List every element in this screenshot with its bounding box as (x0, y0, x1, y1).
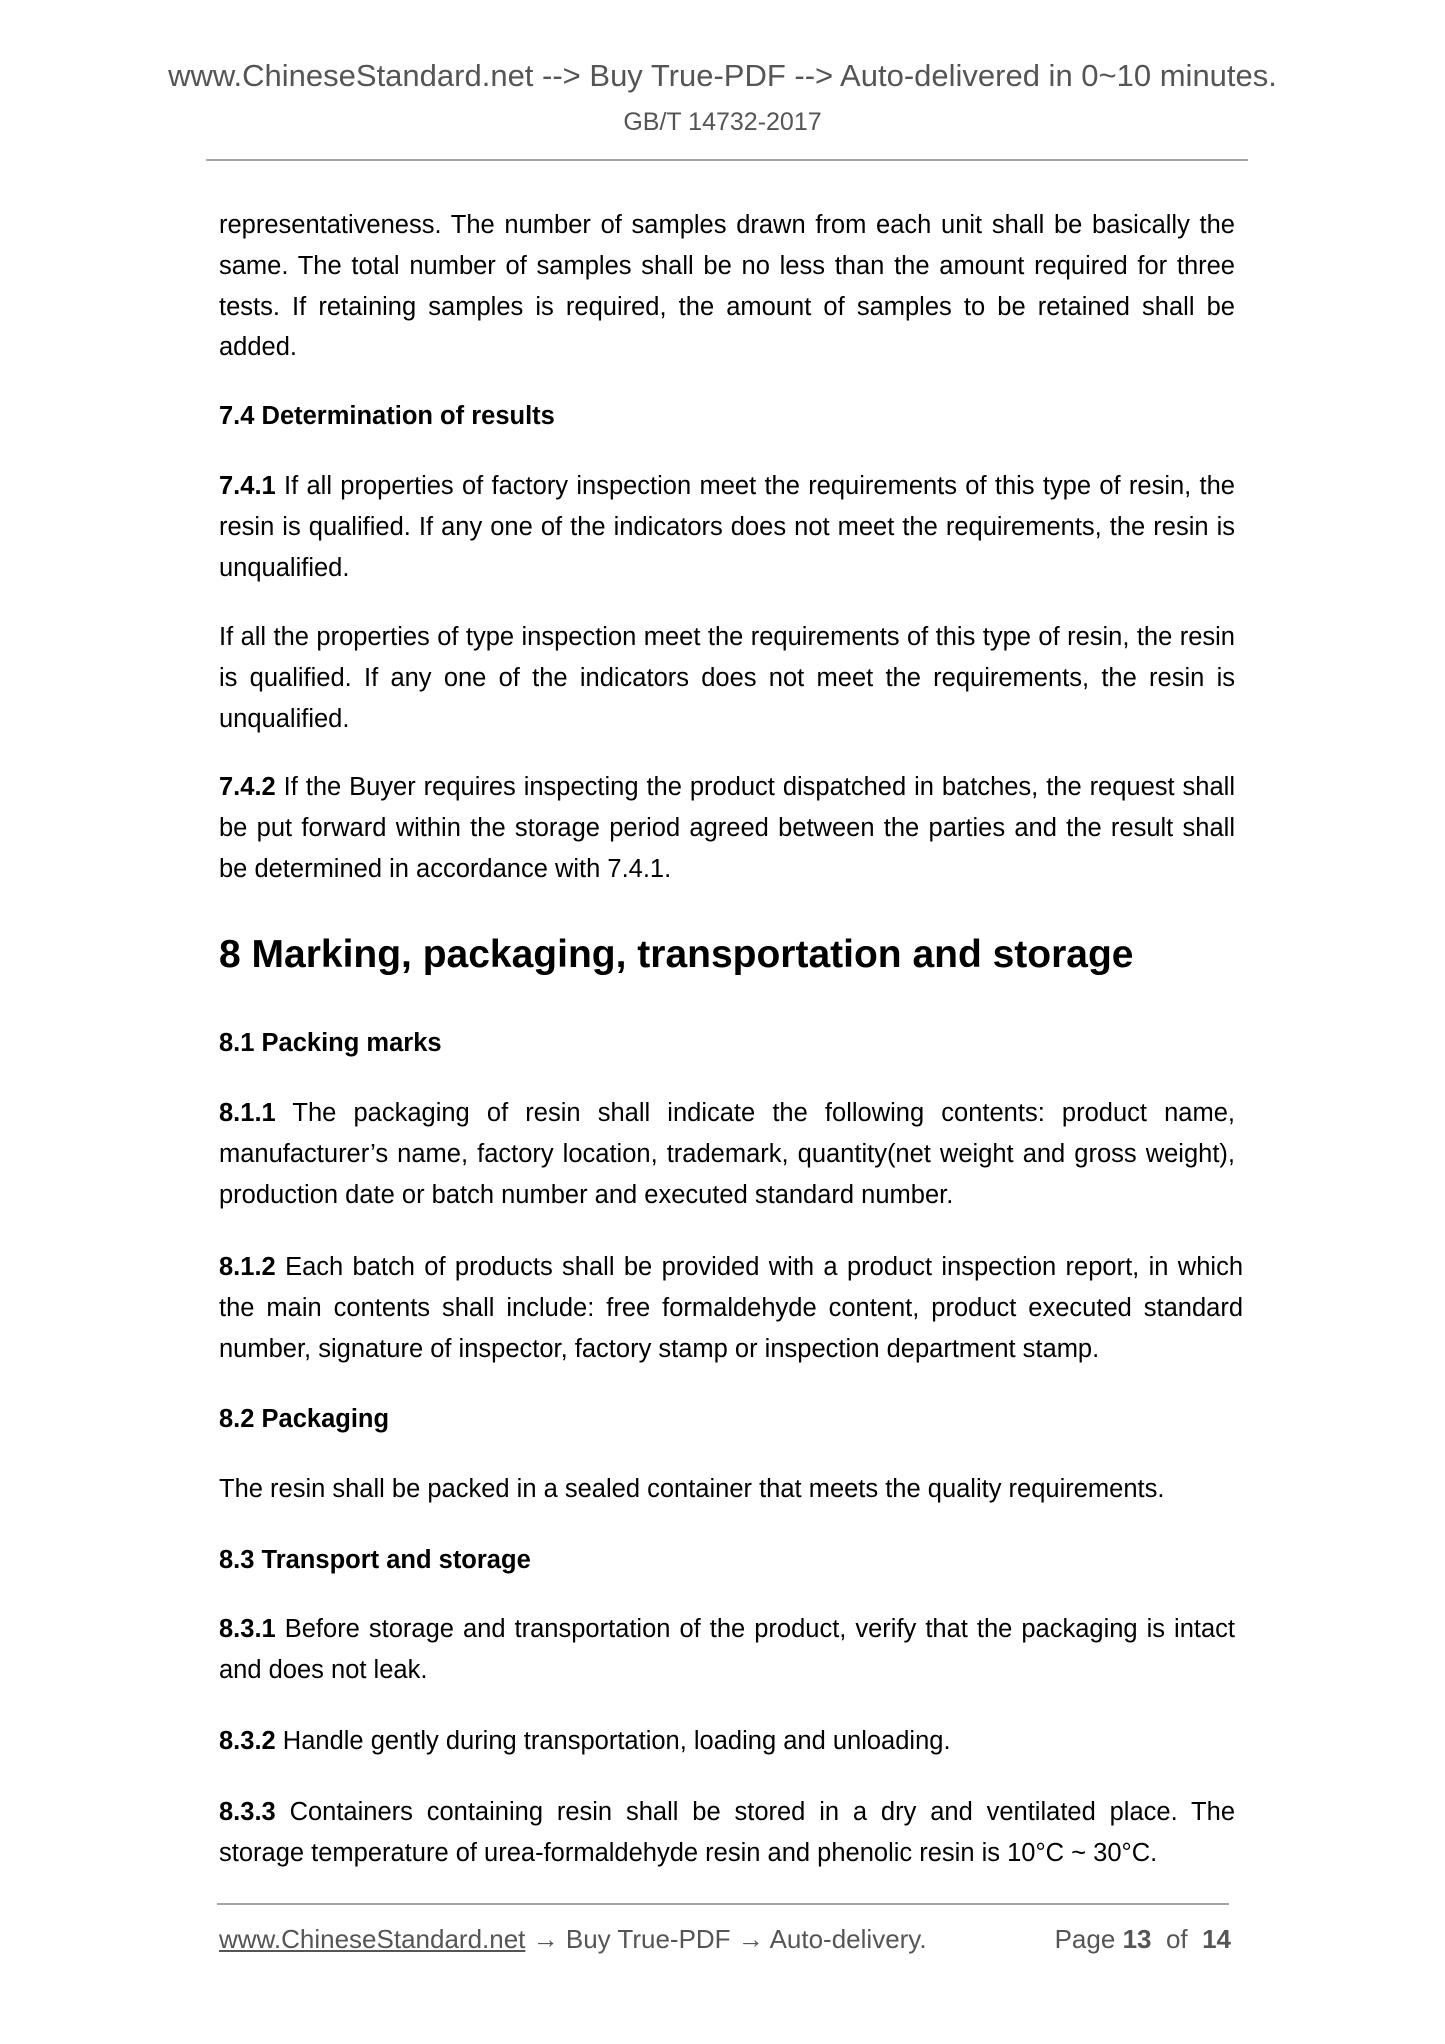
clause-7-4-1 (219, 466, 1235, 588)
page-indicator (1055, 1924, 1231, 1955)
clause-8-3-1 (219, 1609, 1235, 1691)
clause-number: 8.1.1 (219, 1099, 276, 1127)
header-banner: www.ChineseStandard.net --> Buy True-PDF --> Auto-delivered in 0~10 minutes. (168, 58, 1277, 93)
clause-number: 8.3.2 (219, 1727, 276, 1755)
clause-text: If the Buyer requires inspecting the product dispatched in batches, the request shall be put forward within the storage period agreed between the parties and the result shall be determined in accordance with 7.4.1. (219, 773, 1235, 883)
heading-8-2: 8.2 Packaging (219, 1405, 390, 1433)
footer-left (219, 1924, 927, 1955)
standard-code: GB/T 14732-2017 (623, 108, 822, 136)
clause-8-1-2 (219, 1247, 1243, 1369)
clause-8-3-3 (219, 1792, 1235, 1874)
clause-7-4-2 (219, 767, 1235, 889)
clause-number: 8.3.3 (219, 1798, 276, 1826)
footer-text: → Buy True-PDF → Auto-delivery. (525, 1924, 927, 1954)
page-label: Page (1054, 1924, 1116, 1954)
paragraph-sampling: representativeness. The number of samples drawn from each unit shall be basically the same. The total number of samples shall be no less than the amount required for three tests. If retaining samples is required, the amount of samples to be retained shall be added. (219, 211, 1235, 362)
of-label: of (1165, 1924, 1188, 1954)
clause-number: 8.3.1 (219, 1615, 276, 1643)
clause-number: 7.4.1 (219, 472, 276, 500)
clause-text: The packaging of resin shall indicate the following contents: product name, manufacturer’s name, factory location, trademark, quantity(net weight and gross weight), production date or batch number and executed standard number. (219, 1099, 1235, 1209)
heading-7-4: 7.4 Determination of results (219, 402, 555, 430)
header-divider (206, 159, 1248, 161)
footer-divider (217, 1903, 1229, 1905)
page-number: 13 (1122, 1924, 1152, 1954)
clause-text: Containers containing resin shall be stored in a dry and ventilated place. The storage temperature of urea-formaldehyde resin and phenolic resin is 10°C ~ 30°C. (219, 1798, 1235, 1867)
clause-text: If all properties of factory inspection meet the requirements of this type of resin, the resin is qualified. If any one of the indicators does not meet the requirements, the resin is unqualified. (219, 472, 1235, 582)
heading-8: 8 Marking, packaging, transportation and storage (219, 933, 1134, 976)
clause-number: 8.1.2 (219, 1253, 276, 1281)
clause-text: Each batch of products shall be provided with a product inspection report, in which the main contents shall include: free formaldehyde content, product executed standard number, signature of inspector, factory stamp or inspection department stamp. (219, 1253, 1243, 1363)
page-total: 14 (1202, 1924, 1231, 1954)
clause-8-1-1 (219, 1093, 1235, 1215)
clause-8-3-2 (219, 1721, 1235, 1762)
paragraph-type-inspection: If all the properties of type inspection meet the requirements of this type of resin, the resin is qualified. If any one of the indicators does not meet the requirements, the resin is unqualified. (219, 623, 1235, 733)
heading-8-1: 8.1 Packing marks (219, 1029, 442, 1057)
clause-text: Handle gently during transportation, loading and unloading. (275, 1727, 951, 1755)
footer (219, 1924, 1231, 1955)
clause-number: 7.4.2 (219, 773, 276, 801)
heading-8-3: 8.3 Transport and storage (219, 1546, 531, 1574)
clause-text: Before storage and transportation of the product, verify that the packaging is intact and does not leak. (219, 1615, 1235, 1684)
footer-link[interactable]: www.ChineseStandard.net (219, 1924, 526, 1954)
paragraph-packaging: The resin shall be packed in a sealed container that meets the quality requirements. (219, 1475, 1165, 1503)
